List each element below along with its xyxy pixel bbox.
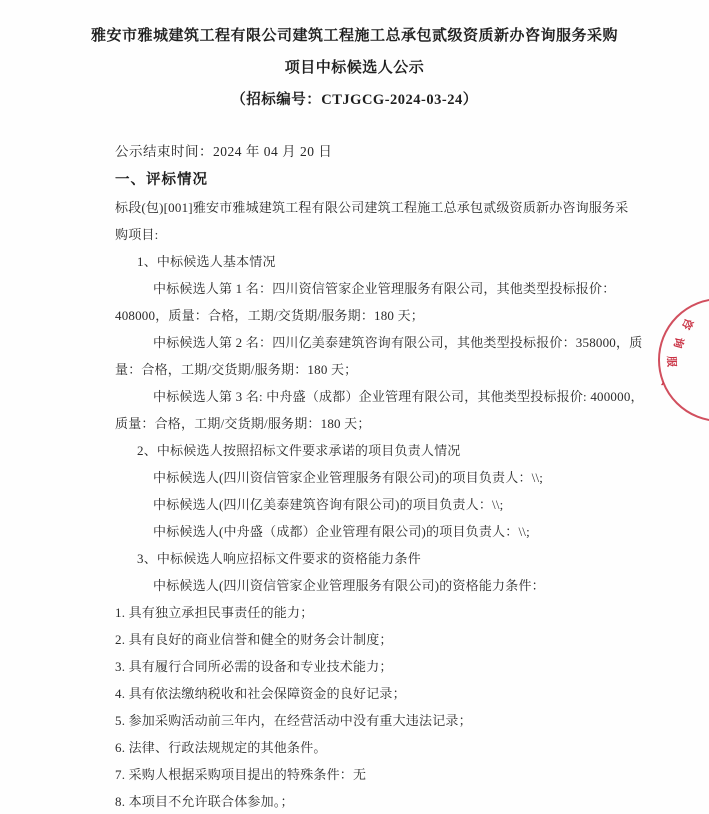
document-line: 1. 具有独立承担民事责任的能力； [115,605,314,620]
document-line: 2. 具有良好的商业信誉和健全的财务会计制度； [115,632,393,647]
document-line: 质量：合格，工期/交货期/服务期：180 天； [115,416,371,431]
document-line: 5. 参加采购活动前三年内，在经营活动中没有重大违法记录； [115,713,472,728]
document-line: 中标候选人第 3 名: 中舟盛（成都）企业管理有限公司，其他类型投标报价: 400000， [153,389,644,404]
document-line: 中标候选人第 1 名：四川资信管家企业管理服务有限公司，其他类型投标报价： [153,281,616,296]
document-line: 2、中标候选人按照招标文件要求承诺的项目负责人情况 [137,443,461,458]
document-line: 量：合格，工期/交货期/服务期：180 天； [115,362,358,377]
document-line: 中标候选人(四川资信管家企业管理服务有限公司)的项目负责人：\\; [153,470,544,485]
bid-number-line: （招标编号：CTJGCG-2024-03-24） [231,92,478,108]
document-line: 1、中标候选人基本情况 [137,254,276,269]
document-line: 中标候选人(四川亿美泰建筑咨询有限公司)的项目负责人：\\; [153,497,504,512]
seal-glyph: 服 [664,355,678,368]
section-heading-evaluation: 一、评标情况 [115,172,208,188]
seal-glyph: 咨 [679,316,695,332]
seal-glyph: 询 [671,336,685,350]
document-line: 4. 具有依法缴纳税收和社会保障资金的良好记录； [115,686,406,701]
title-line-2: 项目中标候选人公示 [284,60,425,76]
document-line: 中标候选人(中舟盛（成都）企业管理有限公司)的项目负责人：\\; [153,524,530,539]
document-line: 3、中标候选人响应招标文件要求的资格能力条件 [137,551,421,566]
document-line: 3. 具有履行合同所必需的设备和专业技术能力； [115,659,393,674]
document-line: 7. 采购人根据采购项目提出的特殊条件：无 [115,767,367,782]
seal-glyph: 、 [658,379,674,394]
document-line: 购项目: [115,227,159,242]
title-line-1: 雅安市雅城建筑工程有限公司建筑工程施工总承包贰级资质新办咨询服务采购 [90,28,618,44]
document-line: 8. 本项目不允许联合体参加。； [115,794,294,809]
document-line: 6. 法律、行政法规规定的其他条件。 [115,740,327,755]
document-line: 中标候选人第 2 名：四川亿美泰建筑咨询有限公司，其他类型投标报价：358000，质 [153,335,643,350]
document-line: 408000，质量：合格，工期/交货期/服务期：180 天； [115,308,424,323]
document-body [115,194,678,814]
document-title [0,20,709,116]
document-line: 中标候选人(四川资信管家企业管理服务有限公司)的资格能力条件： [153,578,545,593]
document-line: 标段(包)[001]雅安市雅城建筑工程有限公司建筑工程施工总承包贰级资质新办咨询服务采 [115,200,629,215]
publicity-end-date: 公示结束时间：2024 年 04 月 20 日 [115,144,333,159]
